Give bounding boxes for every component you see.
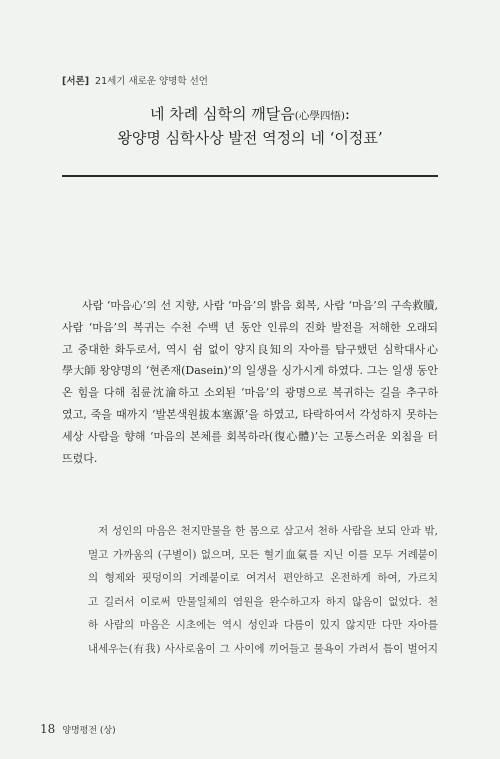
book-title: 양명평전 (상)	[62, 726, 116, 736]
quote-line: 고 길러서 이로써 만물일체의 염원을 완수하고자 하지 않음이 없었다. 천	[88, 595, 438, 608]
title-hanja: (心學四悟)	[294, 110, 345, 122]
title-line-2: 왕양명 심학사상 발전 역정의 네 ‘이정표’	[117, 129, 383, 147]
section-tag: [서론]	[62, 76, 90, 87]
title-colon: :	[344, 105, 350, 123]
body-line: 學大師 왕양명의 ‘현존재(Dasein)’의 일생을 싱가시게 하였다. 그는 일생 동안	[62, 364, 438, 378]
body-line: 사람 ‘마음’의 복귀는 수천 수백 년 동안 인류의 진화 발전을 저해한 오래되	[62, 320, 438, 334]
title-line-1	[62, 103, 438, 127]
body-line: 고 중대한 화두로서, 역시 쉼 없이 양지良知의 자아를 탐구했던 심학대사心	[62, 342, 438, 356]
body-line: 였고, 죽을 때까지 ‘발본색원拔本塞源’을 하였고, 타락하여서 각성하지 못하는	[62, 407, 438, 421]
title-main: 네 차례 심학의 깨달음	[150, 105, 295, 123]
body-line: 온 힘을 다해 침륜沈淪하고 소외된 ‘마음’의 광명으로 복귀하는 길을 추구하	[62, 386, 438, 400]
quote-line: 멀고 가까움의 (구별이) 없으며, 모든 혈기血氣를 지닌 이를 모두 거례붙이	[88, 548, 438, 561]
page-number: 18	[40, 722, 56, 736]
body-paragraph	[62, 295, 438, 469]
block-quote	[88, 520, 438, 662]
quote-line: 하 사람의 마음은 시초에는 역시 성인과 다름이 있지 않지만 다만 자아를	[88, 619, 438, 632]
body-line: 세상 사람을 향해 ‘마음의 본체를 회복하라(復心體)’는 고통스러운 외침을 터	[62, 429, 438, 443]
running-header	[62, 73, 208, 87]
body-line: 뜨렸다.	[62, 451, 98, 465]
title-divider	[62, 175, 438, 177]
page-footer	[40, 722, 116, 736]
body-line: 사람 ‘마음心’의 선 지향, 사람 ‘마음’의 밝음 회복, 사람 ‘마음’의 구속救贖,	[82, 299, 438, 312]
quote-line: 저 성인의 마음은 천지만물을 한 몸으로 삼고서 천하 사람을 보되 안과 밖,	[98, 525, 438, 537]
quote-line: 의 형제와 핏덩이의 거례붙이로 여겨서 편안하고 온전하게 하여, 가르치	[88, 572, 438, 585]
quote-line: 내세우는(有我) 사사로움이 그 사이에 끼어들고 물욕이 가려서 틈이 벌어지	[88, 642, 438, 655]
chapter-title	[62, 103, 438, 149]
section-subtitle: 21세기 새로운 양명학 선언	[95, 76, 208, 87]
